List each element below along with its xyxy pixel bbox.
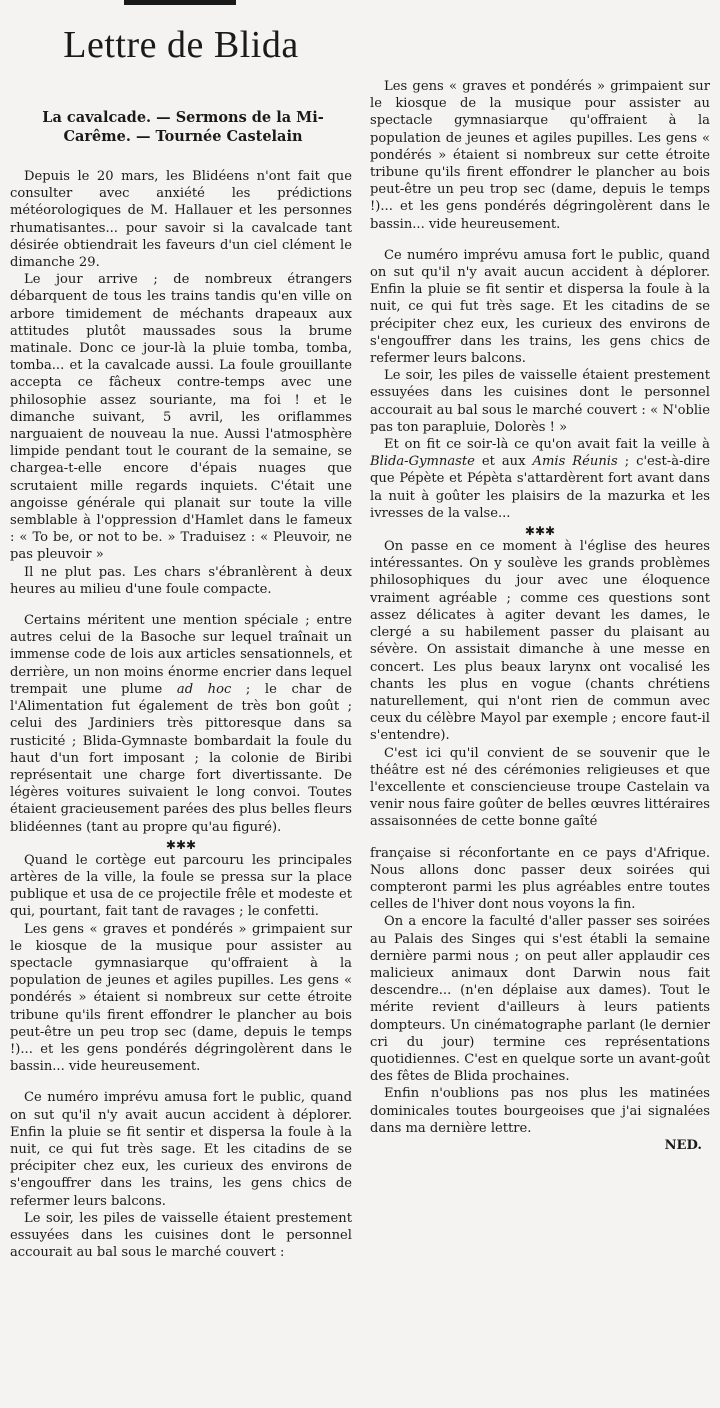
paragraph: C'est ici qu'il convient de se souvenir que le théâtre est né des cérémonies religieuses et que l'excellente et consciencieuse troupe Castelain va venir nous faire goûter de belles œuvres littéraires assaisonnées de cette bonne gaîté xyxy=(370,745,710,830)
page-title: Lettre de Blida xyxy=(63,24,299,66)
paragraph: Enfin n'oublions pas nos plus les matinées dominicales toutes bourgeoises que j'ai signalées dans ma dernière lettre. xyxy=(370,1086,710,1136)
section-separator: ✱✱✱ xyxy=(165,837,197,852)
paragraph: Les gens « graves et pondérés » grimpaient sur le kiosque de la musique pour assister au spectacle gymnasiarque qu'offraient à la population de jeunes et agiles pupilles. Les gens « pondérés » étaient si nombreux sur cette étroite tribune qu'ils firent effondrer le plancher au bois peut-être un peu trop sec (dame, depuis le temps !)... et les gens pondérés dégringolèrent dans le bassin... vide heureusement. xyxy=(10,921,352,1075)
section-separator: ✱✱✱ xyxy=(524,524,556,539)
paragraph: On passe en ce moment à l'église des heures intéressantes. On y soulève les grands problèmes philosophiques du jour avec une éloquence vraiment agréable ; comme ces questions sont assez délicates à agiter devant les dames, le clergé a su habilement passer du plaisant au sévère. On assistait dimanche à une messe en concert. Les plus beaux larynx ont vocalisé les chants les plus en vogue (chants chrétiens naturellement, qui n'ont rien de commun avec ceux du célèbre Mayol par exemple ; encore faut-il s'entendre). xyxy=(370,539,710,744)
paragraph: Quand le cortège eut parcouru les principales artères de la ville, la foule se pressa sur la place publique et usa de ce projectile frêle et modeste et qui, pourtant, fait tant de ravages ; le confetti. xyxy=(10,852,352,920)
left-column xyxy=(10,168,352,1261)
paragraph: On a encore la faculté d'aller passer ses soirées au Palais des Singes qui s'est établi la semaine dernière parmi nous ; on peut aller applaudir ces malicieux animaux dont Darwin nous fait descendre... (n'en déplaise aux dames). Tout le mérite revient d'ailleurs à leurs patients dompteurs. Un cinématographe parlant (le dernier cri du jour) termine ces représentations quotidiennes. C'est en quelque sorte un avant-goût des fêtes de Blida prochaines. xyxy=(370,914,710,1085)
paragraph: Les gens « graves et pondérés » grimpaient sur le kiosque de la musique pour assister au spectacle gymnasiarque qu'offraient à la population de jeunes et agiles pupilles. Les gens « pondérés » étaient si nombreux sur cette étroite tribune qu'ils firent effondrer le plancher au bois peut-être un peu trop sec (dame, depuis le temps !)... et les gens pondérés dégringolèrent dans le bassin... vide heureusement. xyxy=(370,79,710,232)
right-column xyxy=(370,78,710,1154)
header-rule xyxy=(124,0,236,5)
signature: NED. xyxy=(664,1137,702,1153)
paragraph: Il ne plut pas. Les chars s'ébranlèrent à deux heures au milieu d'une foule compacte. xyxy=(10,564,352,597)
paragraph: française si réconfortante en ce pays d'Afrique. Nous allons donc passer deux soirées qui compteront parmi les plus agréables entre toutes celles de l'hiver dont nous voyons la fin. xyxy=(370,845,710,913)
paragraph: Le jour arrive ; de nombreux étrangers débarquent de tous les trains tandis qu'en ville on arbore timidement de méchants drapeaux aux attitudes plutôt maussades sous la brume matinale. Donc ce jour-là la pluie tomba, tomba, tomba... et la cavalcade aussi. La foule grouillante accepta ce fâcheux contre-temps avec une philosophie assez souriante, ma foi ! et le dimanche suivant, 5 avril, les oriflammes narguaient de nouveau la nue. Aussi l'atmosphère limpide pendant tout le courant de la semaine, se chargea-t-elle encore d'épais nuages que scrutaient mille regards inquiets. C'était une angoisse générale qui planait sur toute la ville semblable à l'oppression d'Hamlet dans le fameux : « To be, or not to be. » Traduisez : « Pleuvoir, ne pas pleuvoir » xyxy=(10,272,352,563)
paragraph: Et on fit ce soir-là ce qu'on avait fait la veille à Blida-Gymnaste et aux Amis Réunis ; c'est-à-dire que Pépète et Pépèta s'attardèrent fort avant dans la nuit à goûter les plaisirs de la mazurka et les ivresses de la valse... xyxy=(370,437,711,521)
paragraph: Depuis le 20 mars, les Blidéens n'ont fait que consulter avec anxiété les prédictions météorologiques de M. Hallauer et les personnes rhumatisantes... pour savoir si la cavalcade tant désirée obtiendrait les faveurs d'un ciel clément le dimanche 29. xyxy=(10,169,352,271)
paragraph: Certains méritent une mention spéciale ; entre autres celui de la Basoche sur lequel traînait un immense code de lois aux articles sensationnels, et derrière, un non moins énorme encrier dans lequel trempait une plume ad hoc ; le char de l'Alimentation fut également de très bon goût ; celui des Jardiniers très pittoresque dans sa rusticité ; Blida-Gymnaste bombardait la foule du haut d'un fort imposant ; la colonie de Biribi représentait une charge fort divertissante. De légères voitures suivaient le long convoi. Toutes étaient gracieusement parées des plus belles fleurs blidéennes (tant au propre qu'au figuré). xyxy=(10,613,353,835)
paragraph: Ce numéro imprévu amusa fort le public, quand on sut qu'il n'y avait aucun accident à déplorer. Enfin la pluie se fit sentir et dispersa la foule à la nuit, ce qui fut très sage. Et les citadins de se précipiter chez eux, les curieux des environs de s'engouffrer dans les trains, les gens chics de refermer leurs balcons. xyxy=(10,1090,352,1209)
article-subtitle: La cavalcade. — Sermons de la Mi-Carême. — Tournée Castelain xyxy=(42,109,324,145)
paragraph: Le soir, les piles de vaisselle étaient prestement essuyées dans les cuisines dont le personnel accourait au bal sous le marché couvert : xyxy=(10,1210,352,1261)
paragraph: Ce numéro imprévu amusa fort le public, quand on sut qu'il n'y avait aucun accident à déplorer. Enfin la pluie se fit sentir et dispersa la foule à la nuit, ce qui fut très sage. Et les citadins de se précipiter chez eux, les curieux des environs de s'engouffrer dans les trains, les gens chics de refermer leurs balcons. xyxy=(370,247,710,367)
paragraph: Le soir, les piles de vaisselle étaient prestement essuyées dans les cuisines dont le personnel accourait au bal sous le marché couvert : « N'oblie pas ton parapluie, Dolorès ! » xyxy=(370,368,710,435)
